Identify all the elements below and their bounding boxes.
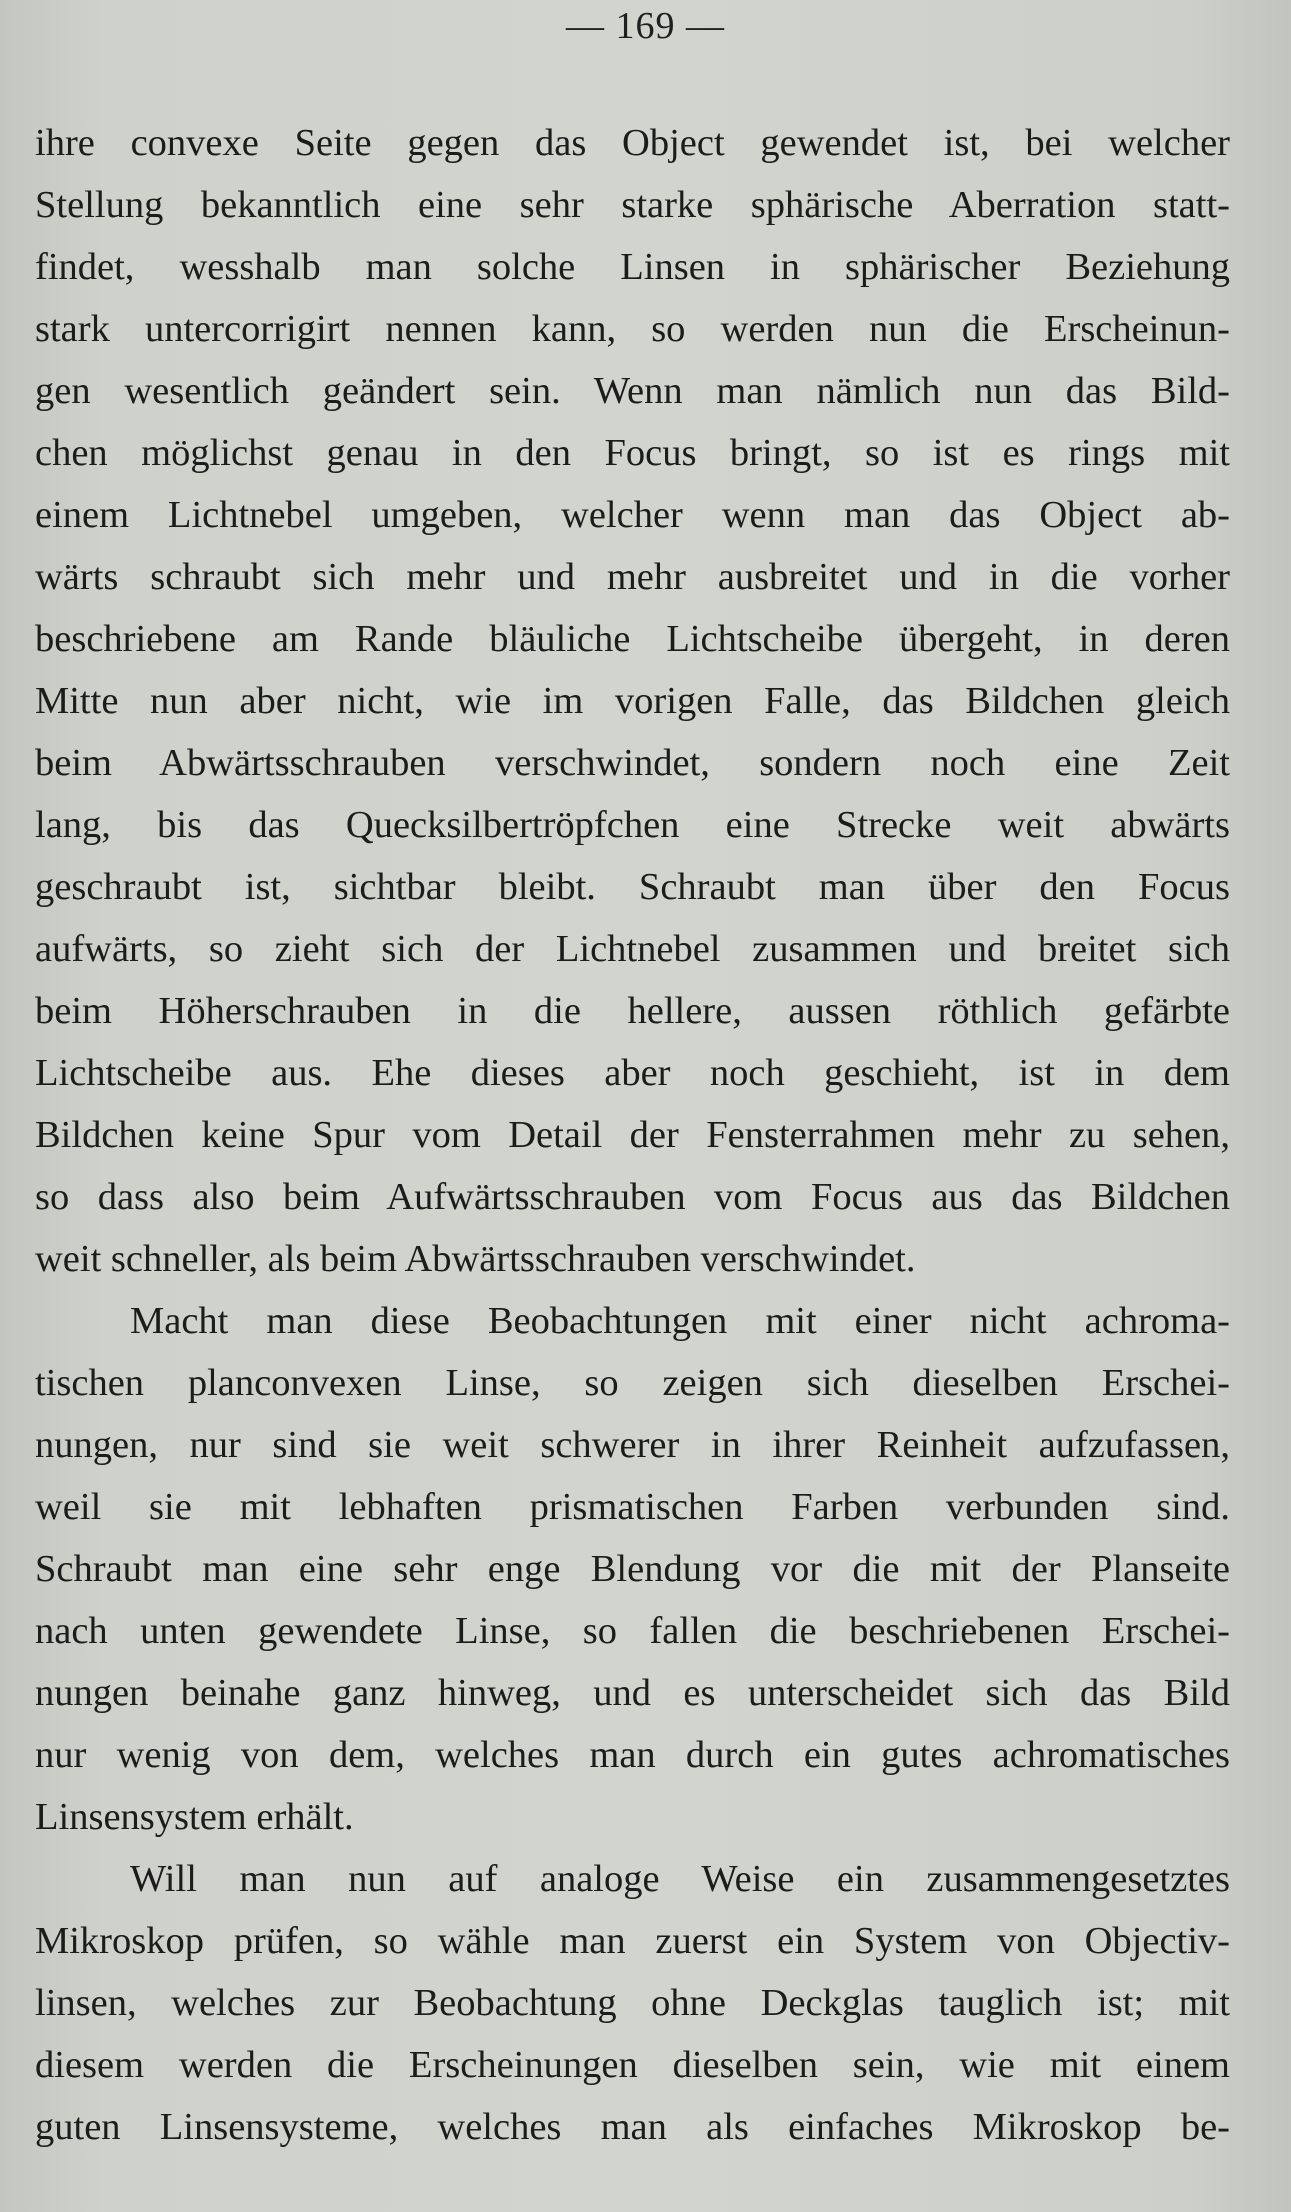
text-line: wärts schraubt sich mehr und mehr ausbreitet und in die vorher	[35, 556, 1230, 598]
text-line: chen möglichst genau in den Focus bringt, so ist es rings mit	[35, 432, 1230, 474]
text-line: nach unten gewendete Linse, so fallen die beschriebenen Erschei-	[35, 1610, 1230, 1652]
text-line: lang, bis das Quecksilbertröpfchen eine Strecke weit abwärts	[35, 804, 1230, 846]
text-line: Bildchen keine Spur vom Detail der Fensterrahmen mehr zu sehen,	[35, 1114, 1230, 1156]
paragraph-first-line: Macht man diese Beobachtungen mit einer nicht achroma-	[130, 1300, 1230, 1342]
paragraph-first-line: Will man nun auf analoge Weise ein zusammengesetztes	[130, 1858, 1230, 1900]
text-line: beim Höherschrauben in die hellere, aussen röthlich gefärbte	[35, 990, 1230, 1032]
text-line: geschraubt ist, sichtbar bleibt. Schraubt man über den Focus	[35, 866, 1230, 908]
text-line: aufwärts, so zieht sich der Lichtnebel zusammen und breitet sich	[35, 928, 1230, 970]
text-line: Mitte nun aber nicht, wie im vorigen Falle, das Bildchen gleich	[35, 680, 1230, 722]
text-line: linsen, welches zur Beobachtung ohne Deckglas tauglich ist; mit	[35, 1982, 1230, 2024]
text-line: nur wenig von dem, welches man durch ein gutes achromatisches	[35, 1734, 1230, 1776]
text-line: Lichtscheibe aus. Ehe dieses aber noch geschieht, ist in dem	[35, 1052, 1230, 1094]
text-line: guten Linsensysteme, welches man als einfaches Mikroskop be-	[35, 2106, 1230, 2148]
text-line: tischen planconvexen Linse, so zeigen sich dieselben Erschei-	[35, 1362, 1230, 1404]
text-line: findet, wesshalb man solche Linsen in sphärischer Beziehung	[35, 246, 1230, 288]
text-line: Linsensystem erhält.	[35, 1796, 354, 1838]
text-line: nungen beinahe ganz hinweg, und es unterscheidet sich das Bild	[35, 1672, 1230, 1714]
text-line: stark untercorrigirt nennen kann, so werden nun die Erscheinun-	[35, 308, 1230, 350]
text-line: weil sie mit lebhaften prismatischen Farben verbunden sind.	[35, 1486, 1230, 1528]
text-line: weit schneller, als beim Abwärtsschrauben verschwindet.	[35, 1238, 916, 1280]
page-number: — 169 —	[566, 5, 725, 47]
text-line: beschriebene am Rande bläuliche Lichtscheibe übergeht, in deren	[35, 618, 1230, 660]
text-line: einem Lichtnebel umgeben, welcher wenn man das Object ab-	[35, 494, 1230, 536]
text-line: ihre convexe Seite gegen das Object gewendet ist, bei welcher	[35, 122, 1230, 164]
text-line: Mikroskop prüfen, so wähle man zuerst ein System von Objectiv-	[35, 1920, 1230, 1962]
text-line: Stellung bekanntlich eine sehr starke sphärische Aberration statt-	[35, 184, 1230, 226]
text-line: nungen, nur sind sie weit schwerer in ihrer Reinheit aufzufassen,	[35, 1424, 1230, 1466]
text-line: Schraubt man eine sehr enge Blendung vor die mit der Planseite	[35, 1548, 1230, 1590]
body-text	[35, 112, 1230, 2158]
text-line: beim Abwärtsschrauben verschwindet, sondern noch eine Zeit	[35, 742, 1230, 784]
text-line: diesem werden die Erscheinungen dieselben sein, wie mit einem	[35, 2044, 1230, 2086]
text-line: so dass also beim Aufwärtsschrauben vom Focus aus das Bildchen	[35, 1176, 1230, 1218]
text-line: gen wesentlich geändert sein. Wenn man nämlich nun das Bild-	[35, 370, 1230, 412]
